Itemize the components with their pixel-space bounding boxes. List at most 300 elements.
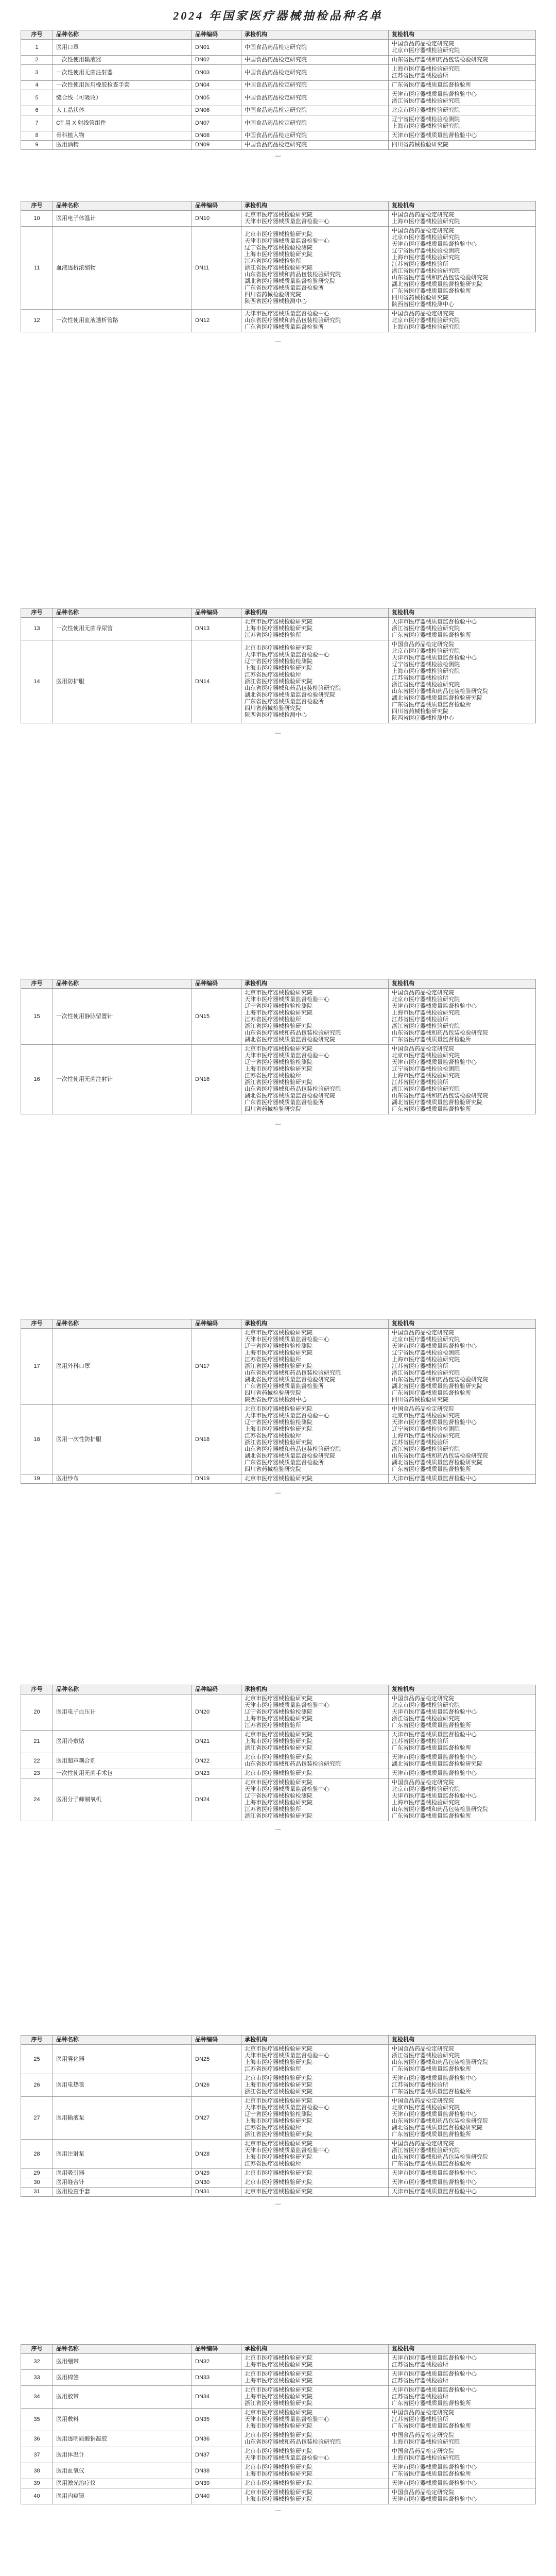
testing-institution: 浙江省医疗器械检验研究院 bbox=[245, 2089, 312, 2095]
cell-org bbox=[241, 2188, 389, 2197]
cell-review bbox=[389, 115, 536, 131]
cell-review bbox=[389, 2409, 536, 2431]
review-institution: 广东省医疗器械质量监督检验所 bbox=[392, 2089, 471, 2095]
table-row bbox=[21, 2074, 536, 2097]
testing-institution: 天津市医疗器械质量监督检验中心 bbox=[245, 1336, 329, 1343]
header-org: 承检机构 bbox=[241, 979, 389, 989]
testing-institution: 中国食品药品检定研究院 bbox=[245, 142, 307, 148]
review-institution: 浙江省医疗器械检验研究院 bbox=[392, 1370, 460, 1376]
review-institution: 天津市医疗器械质量监督检验中心 bbox=[392, 132, 477, 139]
cell-review bbox=[389, 1778, 536, 1821]
testing-institution: 江苏省医疗器械检验所 bbox=[245, 1433, 301, 1439]
testing-institution: 北京市医疗器械检验研究院 bbox=[245, 212, 312, 218]
cell-code: DN02 bbox=[192, 56, 241, 65]
testing-institution: 上海市医疗器械检验研究院 bbox=[245, 2471, 312, 2477]
testing-institution: 北京市医疗器械检验研究院 bbox=[245, 619, 312, 625]
review-institution: 浙江省医疗器械检验研究院 bbox=[392, 625, 460, 632]
testing-institution: 山东省医疗器械和药品包装检验研究院 bbox=[245, 1370, 341, 1376]
cell-name: 医用敷料 bbox=[53, 2409, 192, 2431]
cell-name: 医用酒精 bbox=[53, 141, 192, 150]
review-institution: 广东省医疗器械质量监督检验所 bbox=[392, 1813, 471, 1819]
testing-institution: 辽宁省医疗器械检验检测院 bbox=[245, 1003, 312, 1009]
review-institution: 天津市医疗器械质量监督检验中心 bbox=[392, 241, 477, 247]
cell-name: 骨科植入物 bbox=[53, 131, 192, 141]
cell-name: 医用棉签 bbox=[53, 2370, 192, 2386]
cell-code: DN27 bbox=[192, 2097, 241, 2140]
testing-institution: 陕西省医疗器械检测中心 bbox=[245, 711, 307, 718]
testing-institution: 上海市医疗器械检验研究院 bbox=[245, 625, 312, 632]
testing-institution: 天津市医疗器械质量监督检验中心 bbox=[245, 1053, 329, 1059]
review-institution: 中国食品药品检定研究院 bbox=[392, 1046, 454, 1052]
review-institution: 广东省医疗器械质量监督检验所 bbox=[392, 702, 471, 708]
review-institution: 上海市医疗器械检验研究院 bbox=[392, 1010, 460, 1016]
cell-seq: 22 bbox=[21, 1753, 53, 1769]
cell-review bbox=[389, 1731, 536, 1753]
cell-org bbox=[241, 115, 389, 131]
review-institution: 中国食品药品检定研究院 bbox=[392, 2046, 454, 2052]
cell-name: 医用电子体温计 bbox=[53, 211, 192, 227]
cell-review bbox=[389, 40, 536, 56]
testing-institution: 北京市医疗器械检验研究院 bbox=[245, 1330, 312, 1336]
cell-review bbox=[389, 1694, 536, 1731]
header-code: 品种编码 bbox=[192, 2036, 241, 2045]
table-row bbox=[21, 2463, 536, 2479]
review-institution: 上海市医疗器械检验研究院 bbox=[392, 1433, 460, 1439]
inspection-table bbox=[21, 201, 536, 332]
testing-institution: 上海市医疗器械检验研究院 bbox=[245, 1716, 312, 1722]
review-institution: 天津市医疗器械质量监督检验中心 bbox=[392, 91, 477, 97]
cell-review bbox=[389, 2463, 536, 2479]
review-institution: 辽宁省医疗器械检验检测院 bbox=[392, 1426, 460, 1432]
review-institution: 北京市医疗器械检验研究院 bbox=[392, 1336, 460, 1343]
review-institution: 上海市医疗器械检验研究院 bbox=[392, 1357, 460, 1363]
table-row bbox=[21, 131, 536, 141]
review-institution: 浙江省医疗器械检验研究院 bbox=[392, 1023, 460, 1029]
cell-code: DN10 bbox=[192, 211, 241, 227]
cell-seq: 5 bbox=[21, 90, 53, 106]
cell-name: 医用吸引器 bbox=[53, 2169, 192, 2178]
table-row bbox=[21, 640, 536, 723]
testing-institution: 北京市医疗器械检验研究院 bbox=[245, 1476, 312, 1482]
testing-institution: 陕西省医疗器械检测中心 bbox=[245, 1397, 307, 1403]
testing-institution: 中国食品药品检定研究院 bbox=[245, 132, 307, 139]
testing-institution: 上海市医疗器械检验研究院 bbox=[245, 2378, 312, 2384]
cell-seq: 21 bbox=[21, 1731, 53, 1753]
cell-code: DN03 bbox=[192, 65, 241, 81]
cell-org bbox=[241, 2354, 389, 2370]
cell-seq: 11 bbox=[21, 227, 53, 310]
review-institution: 北京市医疗器械检验研究院 bbox=[392, 648, 460, 654]
page-number: — bbox=[275, 2507, 281, 2514]
testing-institution: 上海市医疗器械检验研究院 bbox=[245, 2118, 312, 2124]
cell-code: DN31 bbox=[192, 2188, 241, 2197]
header-name: 品种名称 bbox=[53, 1685, 192, 1694]
testing-institution: 山东省医疗器械和药品包装检验研究院 bbox=[245, 1030, 341, 1036]
cell-code: DN04 bbox=[192, 81, 241, 90]
review-institution: 湖北省医疗器械质量监督检验研究院 bbox=[392, 281, 482, 287]
testing-institution: 湖北省医疗器械质量监督检验研究院 bbox=[245, 1037, 335, 1043]
review-institution: 中国食品药品检定研究院 bbox=[392, 1330, 454, 1336]
cell-org bbox=[241, 131, 389, 141]
testing-institution: 湖北省医疗器械质量监督检验研究院 bbox=[245, 1453, 335, 1459]
table-row bbox=[21, 1475, 536, 1484]
page-number: — bbox=[275, 1490, 281, 1496]
cell-org bbox=[241, 81, 389, 90]
cell-org bbox=[241, 2370, 389, 2386]
testing-institution: 天津市医疗器械质量监督检验中心 bbox=[245, 311, 329, 317]
table-page bbox=[21, 608, 535, 736]
cell-code: DN40 bbox=[192, 2488, 241, 2504]
review-institution: 天津市医疗器械质量监督检验中心 bbox=[392, 655, 477, 661]
review-institution: 浙江省医疗器械检验研究院 bbox=[392, 1446, 460, 1452]
review-institution: 天津市医疗器械质量监督检验中心 bbox=[392, 1476, 477, 1482]
cell-org bbox=[241, 989, 389, 1045]
testing-institution: 湖北省医疗器械质量监督检验研究院 bbox=[245, 691, 335, 698]
review-institution: 天津市医疗器械质量监督检验中心 bbox=[392, 2075, 477, 2081]
review-institution: 中国食品药品检定研究院 bbox=[392, 228, 454, 234]
review-institution: 辽宁省医疗器械检验检测院 bbox=[392, 248, 460, 254]
header-seq: 序号 bbox=[21, 30, 53, 40]
cell-code: DN01 bbox=[192, 40, 241, 56]
testing-institution: 中国食品药品检定研究院 bbox=[245, 107, 307, 113]
review-institution: 山东省医疗器械和药品包装检验研究院 bbox=[392, 688, 488, 694]
review-institution: 天津市医疗器械质量监督检验中心 bbox=[392, 2371, 477, 2377]
review-institution: 中国食品药品检定研究院 bbox=[392, 1696, 454, 1702]
review-institution: 天津市医疗器械质量监督检验中心 bbox=[392, 2355, 477, 2361]
table-row bbox=[21, 2354, 536, 2370]
cell-name: 一次性使用无菌注射针 bbox=[53, 1045, 192, 1114]
table-row bbox=[21, 2431, 536, 2447]
table-row bbox=[21, 2140, 536, 2169]
testing-institution: 浙江省医疗器械检验研究院 bbox=[245, 1439, 312, 1446]
cell-code: DN28 bbox=[192, 2140, 241, 2169]
header-name: 品种名称 bbox=[53, 608, 192, 618]
cell-org bbox=[241, 2463, 389, 2479]
table-header-row bbox=[21, 1685, 536, 1694]
testing-institution: 北京市医疗器械检验研究院 bbox=[245, 1780, 312, 1786]
testing-institution: 北京市医疗器械检验研究院 bbox=[245, 2098, 312, 2104]
testing-institution: 北京市医疗器械检验研究院 bbox=[245, 1770, 312, 1776]
testing-institution: 辽宁省医疗器械检验检测院 bbox=[245, 2111, 312, 2117]
review-institution: 天津市医疗器械质量监督检验中心 bbox=[392, 2189, 477, 2195]
cell-review bbox=[389, 2447, 536, 2463]
review-institution: 江苏省医疗器械检验所 bbox=[392, 675, 448, 681]
header-name: 品种名称 bbox=[53, 2345, 192, 2354]
testing-institution: 广东省医疗器械质量监督检验所 bbox=[245, 1383, 324, 1389]
testing-institution: 广东省医疗器械质量监督检验所 bbox=[245, 698, 324, 705]
review-institution: 北京市医疗器械检验研究院 bbox=[392, 2105, 460, 2111]
cell-review bbox=[389, 2097, 536, 2140]
review-institution: 上海市医疗器械检验研究院 bbox=[392, 218, 460, 225]
review-institution: 天津市医疗器械质量监督检验中心 bbox=[392, 2464, 477, 2470]
cell-seq: 31 bbox=[21, 2188, 53, 2197]
review-institution: 天津市医疗器械质量监督检验中心 bbox=[392, 1709, 477, 1715]
testing-institution: 浙江省医疗器械检验研究院 bbox=[245, 2131, 312, 2138]
review-institution: 中国食品药品检定研究院 bbox=[392, 1406, 454, 1412]
review-institution: 浙江省医疗器械检验研究院 bbox=[392, 98, 460, 104]
testing-institution: 上海市医疗器械检验研究院 bbox=[245, 1066, 312, 1072]
cell-code: DN20 bbox=[192, 1694, 241, 1731]
testing-institution: 北京市医疗器械检验研究院 bbox=[245, 2355, 312, 2361]
testing-institution: 江苏省医疗器械检验所 bbox=[245, 632, 301, 638]
header-review: 复检机构 bbox=[389, 2345, 536, 2354]
cell-review bbox=[389, 2074, 536, 2097]
review-institution: 上海市医疗器械检验研究院 bbox=[392, 123, 460, 129]
cell-code: DN35 bbox=[192, 2409, 241, 2431]
cell-org bbox=[241, 640, 389, 723]
review-institution: 广东省医疗器械质量监督检验所 bbox=[392, 1722, 471, 1728]
testing-institution: 上海市医疗器械检验研究院 bbox=[245, 2154, 312, 2160]
page-number: — bbox=[275, 730, 281, 736]
table-row bbox=[21, 2188, 536, 2197]
cell-org bbox=[241, 2386, 389, 2409]
table-row bbox=[21, 1778, 536, 1821]
testing-institution: 广东省医疗器械质量监督检验所 bbox=[245, 284, 324, 291]
table-row bbox=[21, 2488, 536, 2504]
header-review: 复检机构 bbox=[389, 201, 536, 211]
table-page bbox=[21, 201, 535, 345]
testing-institution: 辽宁省医疗器械检验检测院 bbox=[245, 244, 312, 251]
cell-org bbox=[241, 2097, 389, 2140]
review-institution: 天津市医疗器械质量监督检验中心 bbox=[392, 2170, 477, 2176]
table-row bbox=[21, 310, 536, 332]
review-institution: 中国食品药品检定研究院 bbox=[392, 2410, 454, 2416]
review-institution: 天津市医疗器械质量监督检验中心 bbox=[392, 1770, 477, 1776]
review-institution: 四川省药械检验研究院 bbox=[392, 1397, 448, 1403]
testing-institution: 辽宁省医疗器械检验检测院 bbox=[245, 1059, 312, 1065]
cell-code: DN19 bbox=[192, 1475, 241, 1484]
cell-name: 医用电子血压计 bbox=[53, 1694, 192, 1731]
testing-institution: 中国食品药品检定研究院 bbox=[245, 44, 307, 50]
cell-seq: 26 bbox=[21, 2074, 53, 2097]
review-institution: 湖北省医疗器械质量监督检验研究院 bbox=[392, 1099, 482, 1106]
testing-institution: 天津市医疗器械质量监督检验中心 bbox=[245, 238, 329, 244]
cell-name: 医用纱布 bbox=[53, 1475, 192, 1484]
testing-institution: 四川省药械检验研究院 bbox=[245, 705, 301, 711]
testing-institution: 四川省药械检验研究院 bbox=[245, 1390, 301, 1396]
cell-review bbox=[389, 65, 536, 81]
review-institution: 江苏省医疗器械检验所 bbox=[392, 1738, 448, 1744]
cell-seq: 25 bbox=[21, 2045, 53, 2074]
cell-review bbox=[389, 2354, 536, 2370]
review-institution: 浙江省医疗器械检验研究院 bbox=[392, 1716, 460, 1722]
header-seq: 序号 bbox=[21, 2345, 53, 2354]
header-seq: 序号 bbox=[21, 201, 53, 211]
header-org: 承检机构 bbox=[241, 201, 389, 211]
cell-code: DN07 bbox=[192, 115, 241, 131]
cell-seq: 16 bbox=[21, 1045, 53, 1114]
testing-institution: 四川省药械检验研究院 bbox=[245, 1466, 301, 1472]
header-code: 品种编码 bbox=[192, 201, 241, 211]
review-institution: 广东省医疗器械质量监督检验所 bbox=[392, 1466, 471, 1472]
testing-institution: 北京市医疗器械检验研究院 bbox=[245, 2189, 312, 2195]
cell-review bbox=[389, 2178, 536, 2188]
cell-review bbox=[389, 640, 536, 723]
cell-code: DN05 bbox=[192, 90, 241, 106]
testing-institution: 江苏省医疗器械检验所 bbox=[245, 2161, 301, 2167]
review-institution: 北京市医疗器械检验研究院 bbox=[392, 1702, 460, 1708]
cell-review bbox=[389, 2431, 536, 2447]
review-institution: 江苏省医疗器械检验所 bbox=[392, 2082, 448, 2088]
testing-institution: 北京市医疗器械检验研究院 bbox=[245, 2387, 312, 2393]
header-seq: 序号 bbox=[21, 2036, 53, 2045]
table-row bbox=[21, 2409, 536, 2431]
review-institution: 陕西省医疗器械检测中心 bbox=[392, 301, 454, 308]
testing-institution: 山东省医疗器械和药品包装检验研究院 bbox=[245, 271, 341, 278]
cell-name: 医用口罩 bbox=[53, 40, 192, 56]
header-review: 复检机构 bbox=[389, 608, 536, 618]
review-institution: 天津市医疗器械质量监督检验中心 bbox=[392, 2387, 477, 2393]
table-header-row bbox=[21, 1319, 536, 1329]
review-institution: 天津市医疗器械质量监督检验中心 bbox=[392, 1732, 477, 1738]
cell-org bbox=[241, 1045, 389, 1114]
cell-name: 医用外科口罩 bbox=[53, 1329, 192, 1405]
table-header-row bbox=[21, 979, 536, 989]
testing-institution: 湖北省医疗器械质量监督检验研究院 bbox=[245, 1093, 335, 1099]
cell-seq: 6 bbox=[21, 106, 53, 115]
testing-institution: 中国食品药品检定研究院 bbox=[245, 69, 307, 76]
testing-institution: 上海市医疗器械检验研究院 bbox=[245, 1738, 312, 1744]
cell-org bbox=[241, 1778, 389, 1821]
testing-institution: 四川省药械检验研究院 bbox=[245, 291, 301, 298]
cell-review bbox=[389, 1475, 536, 1484]
header-code: 品种编码 bbox=[192, 1685, 241, 1694]
review-institution: 山东省医疗器械和药品包装检验研究院 bbox=[392, 57, 488, 63]
cell-code: DN14 bbox=[192, 640, 241, 723]
cell-org bbox=[241, 40, 389, 56]
table-row bbox=[21, 1405, 536, 1475]
cell-org bbox=[241, 1731, 389, 1753]
review-institution: 山东省医疗器械和药品包装检验研究院 bbox=[392, 1453, 488, 1459]
cell-name: 医用缝合针 bbox=[53, 2178, 192, 2188]
cell-name: 医用透明质酸钠凝胶 bbox=[53, 2431, 192, 2447]
cell-code: DN15 bbox=[192, 989, 241, 1045]
cell-code: DN24 bbox=[192, 1778, 241, 1821]
cell-org bbox=[241, 65, 389, 81]
cell-review bbox=[389, 1329, 536, 1405]
cell-seq: 13 bbox=[21, 618, 53, 640]
review-institution: 浙江省医疗器械检验研究院 bbox=[392, 682, 460, 688]
cell-seq: 29 bbox=[21, 2169, 53, 2178]
table-row bbox=[21, 56, 536, 65]
table-row bbox=[21, 65, 536, 81]
table-page bbox=[21, 2344, 535, 2514]
testing-institution: 浙江省医疗器械检验研究院 bbox=[245, 1813, 312, 1819]
cell-seq: 37 bbox=[21, 2447, 53, 2463]
cell-seq: 7 bbox=[21, 115, 53, 131]
cell-name: 医用雾化器 bbox=[53, 2045, 192, 2074]
review-institution: 中国食品药品检定研究院 bbox=[392, 990, 454, 996]
cell-review bbox=[389, 227, 536, 310]
cell-name: 血液透析浓缩物 bbox=[53, 227, 192, 310]
review-institution: 湖北省医疗器械质量监督检验研究院 bbox=[392, 1383, 482, 1389]
review-institution: 辽宁省医疗器械检验检测院 bbox=[392, 116, 460, 123]
review-institution: 江苏省医疗器械检验所 bbox=[392, 73, 448, 79]
header-code: 品种编码 bbox=[192, 979, 241, 989]
inspection-table bbox=[21, 979, 536, 1114]
cell-code: DN36 bbox=[192, 2431, 241, 2447]
page-title: 2024 年国家医疗器械抽检品种名单 bbox=[173, 9, 383, 22]
header-review: 复检机构 bbox=[389, 1319, 536, 1329]
cell-review bbox=[389, 2140, 536, 2169]
header-code: 品种编码 bbox=[192, 2345, 241, 2354]
review-institution: 山东省医疗器械和药品包装检验研究院 bbox=[392, 1806, 488, 1812]
review-institution: 江苏省医疗器械检验所 bbox=[392, 1016, 448, 1023]
cell-seq: 33 bbox=[21, 2370, 53, 2386]
cell-org bbox=[241, 106, 389, 115]
review-institution: 上海市医疗器械检验研究院 bbox=[392, 1800, 460, 1806]
review-institution: 山东省医疗器械和药品包装检验研究院 bbox=[392, 1377, 488, 1383]
testing-institution: 上海市医疗器械检验研究院 bbox=[245, 1010, 312, 1016]
header-seq: 序号 bbox=[21, 608, 53, 618]
cell-name: CT 用 X 射线管组件 bbox=[53, 115, 192, 131]
testing-institution: 江苏省医疗器械检验所 bbox=[245, 1357, 301, 1363]
table-row bbox=[21, 81, 536, 90]
testing-institution: 上海市医疗器械检验研究院 bbox=[245, 2423, 312, 2429]
testing-institution: 广东省医疗器械质量监督检验所 bbox=[245, 1099, 324, 1106]
testing-institution: 浙江省医疗器械检验研究院 bbox=[245, 1079, 312, 1086]
testing-institution: 山东省医疗器械和药品包装检验研究院 bbox=[245, 317, 341, 324]
cell-review bbox=[389, 141, 536, 150]
testing-institution: 广东省医疗器械质量监督检验所 bbox=[245, 324, 324, 330]
testing-institution: 江苏省医疗器械检验所 bbox=[245, 1806, 301, 1812]
testing-institution: 浙江省医疗器械检验研究院 bbox=[245, 1363, 312, 1369]
cell-seq: 34 bbox=[21, 2386, 53, 2409]
table-row bbox=[21, 989, 536, 1045]
table-page bbox=[21, 1319, 535, 1496]
cell-code: DN08 bbox=[192, 131, 241, 141]
cell-code: DN12 bbox=[192, 310, 241, 332]
testing-institution: 天津市医疗器械质量监督检验中心 bbox=[245, 2455, 329, 2461]
review-institution: 广东省医疗器械质量监督检验所 bbox=[392, 1037, 471, 1043]
cell-org bbox=[241, 618, 389, 640]
cell-review bbox=[389, 131, 536, 141]
header-org: 承检机构 bbox=[241, 2345, 389, 2354]
cell-org bbox=[241, 141, 389, 150]
cell-seq: 14 bbox=[21, 640, 53, 723]
review-institution: 广东省医疗器械质量监督检验所 bbox=[392, 2066, 471, 2072]
testing-institution: 江苏省医疗器械检验所 bbox=[245, 1722, 301, 1728]
testing-institution: 辽宁省医疗器械检验检测院 bbox=[245, 1343, 312, 1349]
cell-code: DN25 bbox=[192, 2045, 241, 2074]
testing-institution: 中国食品药品检定研究院 bbox=[245, 57, 307, 63]
review-institution: 江苏省医疗器械检验所 bbox=[392, 1439, 448, 1446]
testing-institution: 浙江省医疗器械检验研究院 bbox=[245, 2400, 312, 2406]
testing-institution: 浙江省医疗器械检验研究院 bbox=[245, 1023, 312, 1029]
review-institution: 中国食品药品检定研究院 bbox=[392, 2098, 454, 2104]
cell-org bbox=[241, 2431, 389, 2447]
cell-name: 医用检查手套 bbox=[53, 2188, 192, 2197]
header-seq: 序号 bbox=[21, 979, 53, 989]
cell-seq: 2 bbox=[21, 56, 53, 65]
header-code: 品种编码 bbox=[192, 1319, 241, 1329]
table-row bbox=[21, 1694, 536, 1731]
cell-review bbox=[389, 2479, 536, 2488]
cell-seq: 18 bbox=[21, 1405, 53, 1475]
cell-org bbox=[241, 2479, 389, 2488]
cell-name: 一次性使用输液器 bbox=[53, 56, 192, 65]
cell-review bbox=[389, 211, 536, 227]
header-org: 承检机构 bbox=[241, 30, 389, 40]
testing-institution: 江苏省医疗器械检验所 bbox=[245, 2125, 301, 2131]
review-institution: 北京市医疗器械检验研究院 bbox=[392, 47, 460, 54]
testing-institution: 辽宁省医疗器械检验检测院 bbox=[245, 1709, 312, 1715]
table-row bbox=[21, 1731, 536, 1753]
cell-seq: 15 bbox=[21, 989, 53, 1045]
review-institution: 江苏省医疗器械检验所 bbox=[392, 1079, 448, 1086]
review-institution: 天津市医疗器械质量监督检验中心 bbox=[392, 1793, 477, 1799]
table-row bbox=[21, 618, 536, 640]
